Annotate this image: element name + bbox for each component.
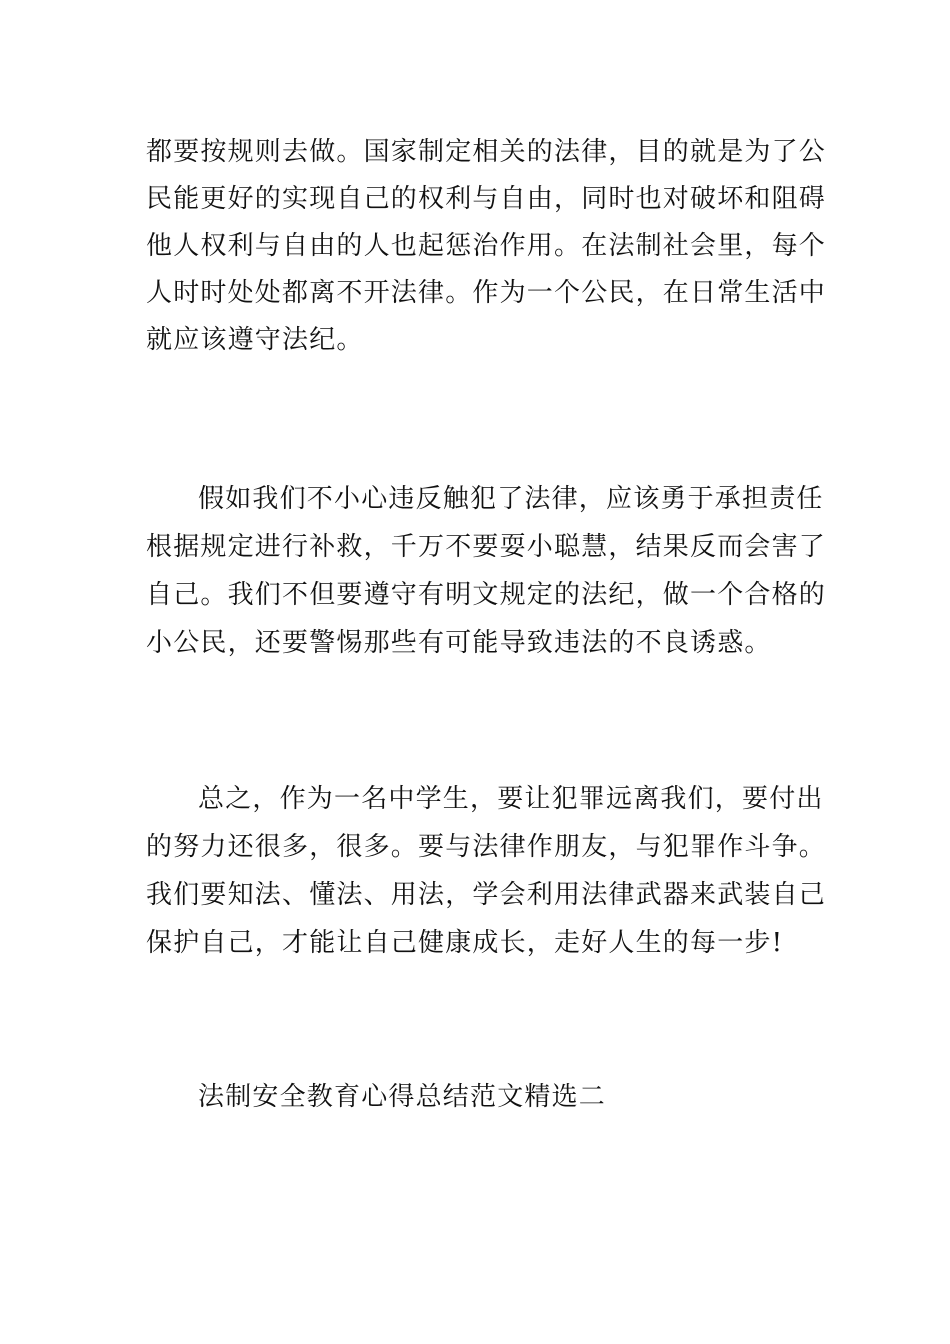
paragraph-line: 小公民，还要警惕那些有可能导致违法的不良诱惑。	[146, 628, 772, 658]
paragraph-line: 他人权利与自由的人也起惩治作用。在法制社会里，每个	[146, 231, 827, 261]
paragraph-line: 假如我们不小心违反触犯了法律，应该勇于承担责任	[198, 484, 824, 514]
section-heading: 法制安全教育心得总结范文精选二	[198, 1082, 607, 1112]
paragraph-line: 都要按规则去做。国家制定相关的法律，目的就是为了公	[146, 137, 827, 167]
paragraph-line: 自己。我们不但要遵守有明文规定的法纪，做一个合格的	[146, 580, 827, 610]
paragraph-line: 人时时处处都离不开法律。作为一个公民，在日常生活中	[146, 278, 827, 308]
paragraph-line: 保护自己，才能让自己健康成长，走好人生的每一步!	[146, 928, 784, 958]
paragraph-line: 根据规定进行补救，千万不要耍小聪慧，结果反而会害了	[146, 532, 827, 562]
paragraph-line: 民能更好的实现自己的权利与自由，同时也对破坏和阻碍	[146, 184, 827, 214]
paragraph-line: 的努力还很多，很多。要与法律作朋友，与犯罪作斗争。	[146, 832, 827, 862]
paragraph-line: 总之，作为一名中学生，要让犯罪远离我们，要付出	[198, 784, 824, 814]
paragraph-line: 就应该遵守法纪。	[146, 325, 364, 355]
paragraph-line: 我们要知法、懂法、用法，学会利用法律武器来武装自己	[146, 880, 827, 910]
